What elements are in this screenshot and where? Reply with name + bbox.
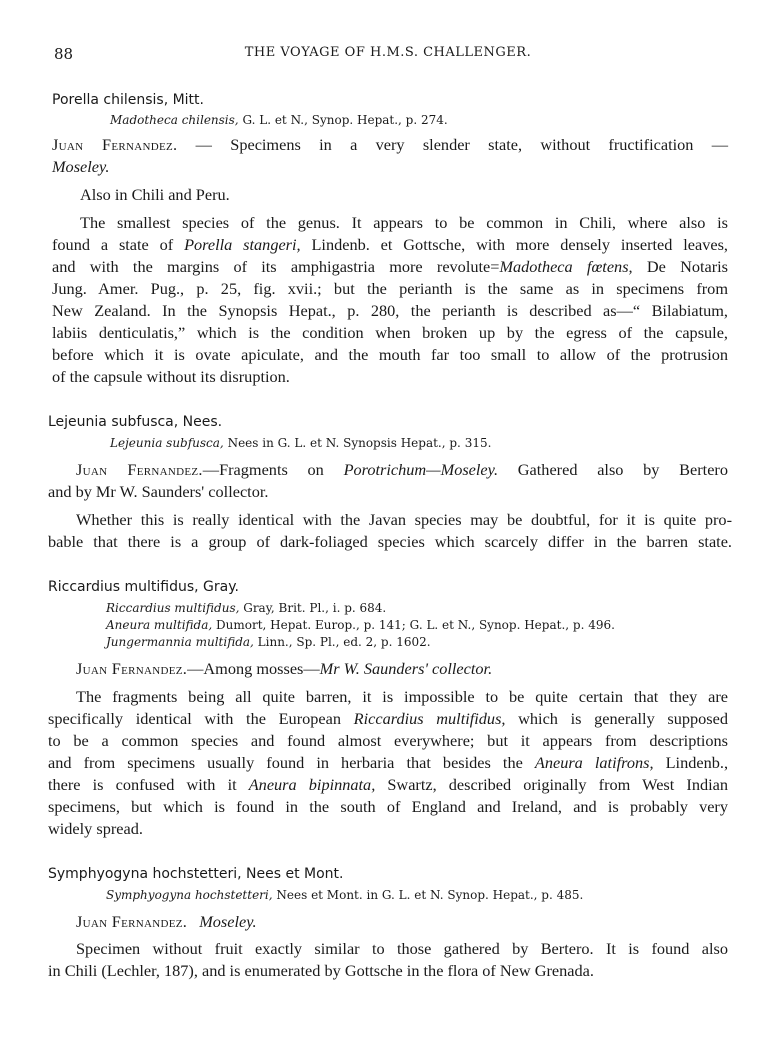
species-heading-porella: Porella chilensis, Mitt. — [52, 92, 204, 108]
record-text: — Specimens in a very slender state, without fructification — — [177, 135, 728, 154]
synonym-name: Symphyogyna hochstetteri, — [106, 888, 273, 902]
text-line: Whether this is really identical with the Javan species may be doubtful, for it is quite pro- — [76, 510, 732, 529]
text-span: Lindenb. et Gottsche, with more densely inserted leaves, — [300, 235, 728, 254]
collector-name: Moseley. — [199, 912, 257, 931]
taxon-name: Riccardius multifidus, — [353, 709, 506, 728]
taxon-name: Aneura latifrons, — [534, 753, 654, 772]
taxon-name: Aneura bipinnata, — [248, 775, 376, 794]
text-line: specimens, but which is found in the south of England and Ireland, and is probably very — [48, 797, 728, 816]
taxon-name: Porella stangeri, — [184, 235, 301, 254]
species-heading-riccardius: Riccardius multifidus, Gray. — [48, 579, 239, 595]
synonym-name: Jungermannia multifida, — [106, 635, 254, 649]
text-span: De Notaris — [632, 257, 728, 276]
collector — [52, 156, 109, 178]
text-line: before which it is ovate apiculate, and the mouth far too small to allow of the protrusion — [52, 345, 728, 364]
record-line: and by Mr W. Saunders' collector. — [48, 482, 269, 501]
distribution-line: Also in Chili and Peru. — [80, 185, 230, 204]
synonym-line — [106, 635, 431, 649]
taxon-name: Madotheca fœtens, — [499, 257, 633, 276]
species-heading-lejeunia: Lejeunia subfusca, Nees. — [48, 414, 223, 430]
species-heading-symphyogyna: Symphyogyna hochstetteri, Nees et Mont. — [48, 866, 344, 882]
text-line: New Zealand. In the Synopsis Hepat., p. 280, the perianth is described as—“ Bilabiatum, — [52, 301, 728, 320]
page-number: 88 — [54, 45, 74, 63]
synonym-citation: Nees in G. L. et N. Synopsis Hepat., p. 315. — [223, 436, 492, 450]
locality: Juan Fernandez. — [52, 135, 178, 154]
record-text: Gathered also by Bertero — [498, 460, 728, 479]
text-line: of the capsule without its disruption. — [52, 367, 290, 386]
synonym-name: Riccardius multifidus, — [106, 601, 240, 615]
text-line — [52, 256, 728, 278]
synonym-citation: Linn., Sp. Pl., ed. 2, p. 1602. — [253, 635, 431, 649]
text-line: The smallest species of the genus. It appears to be common in Chili, where also is — [80, 213, 728, 232]
text-line: in Chili (Lechler, 187), and is enumerated by Gottsche in the flora of New Grenada. — [48, 961, 594, 980]
text-line: Specimen without fruit exactly similar to those gathered by Bertero. It is found also — [76, 939, 728, 958]
text-line: Jung. Amer. Pug., p. 25, fig. xvii.; but the perianth is the same as in specimens from — [52, 279, 728, 298]
synonym-line — [110, 113, 448, 127]
text-span: there is confused with it — [48, 775, 249, 794]
text-line — [52, 234, 728, 256]
text-span: Swartz, described originally from West Indian — [375, 775, 729, 794]
locality: Juan Fernandez. — [76, 912, 188, 931]
collector-name: Moseley. — [52, 157, 110, 176]
text-span: specifically identical with the European — [48, 709, 354, 728]
synonym-name: Lejeunia subfusca, — [110, 436, 224, 450]
record-line — [76, 658, 492, 680]
synonym-line — [110, 436, 491, 450]
record-line — [76, 911, 257, 933]
record-text: —Fragments on — [202, 460, 344, 479]
synonym-name: Aneura multifida, — [106, 618, 213, 632]
synonym-citation: Gray, Brit. Pl., i. p. 684. — [239, 601, 387, 615]
text-line: to be a common species and found almost everywhere; but it appears from descriptions — [48, 731, 728, 750]
text-line — [48, 774, 728, 796]
running-title: THE VOYAGE OF H.M.S. CHALLENGER. — [244, 45, 532, 60]
text-line: bable that there is a group of dark-foliaged species which scarcely differ in the barren state. — [48, 532, 732, 551]
record-line — [76, 459, 728, 481]
synonym-citation: Nees et Mont. in G. L. et N. Synop. Hepat., p. 485. — [272, 888, 584, 902]
locality: Juan Fernandez. — [76, 460, 203, 479]
text-span: and with the margins of its amphigastria more revolute= — [52, 257, 500, 276]
collector-name: Porotrichum—Moseley. — [343, 460, 499, 479]
locality: Juan Fernandez. — [76, 659, 188, 678]
text-line — [48, 708, 728, 730]
synonym-line — [106, 888, 583, 902]
synonym-line — [106, 601, 386, 615]
record-text: —Among mosses— — [187, 659, 320, 678]
synonym-name: Madotheca chilensis, — [110, 113, 239, 127]
synonym-citation: G. L. et N., Synop. Hepat., p. 274. — [238, 113, 448, 127]
text-line: widely spread. — [48, 819, 143, 838]
text-line: labiis denticulatis,” which is the condition when broken up by the egress of the capsule, — [52, 323, 728, 342]
record-line — [52, 134, 728, 156]
text-span: found a state of — [52, 235, 185, 254]
synonym-line — [106, 618, 615, 632]
text-span: which is generally supposed — [505, 709, 728, 728]
text-line: The fragments being all quite barren, it is impossible to be quite certain that they are — [76, 687, 728, 706]
text-span: and from specimens usually found in herbaria that besides the — [48, 753, 535, 772]
synonym-citation: Dumort, Hepat. Europ., p. 141; G. L. et N., Synop. Hepat., p. 496. — [212, 618, 615, 632]
text-span: Lindenb., — [653, 753, 729, 772]
text-line — [48, 752, 728, 774]
collector-name: Mr W. Saunders' collector. — [319, 659, 493, 678]
